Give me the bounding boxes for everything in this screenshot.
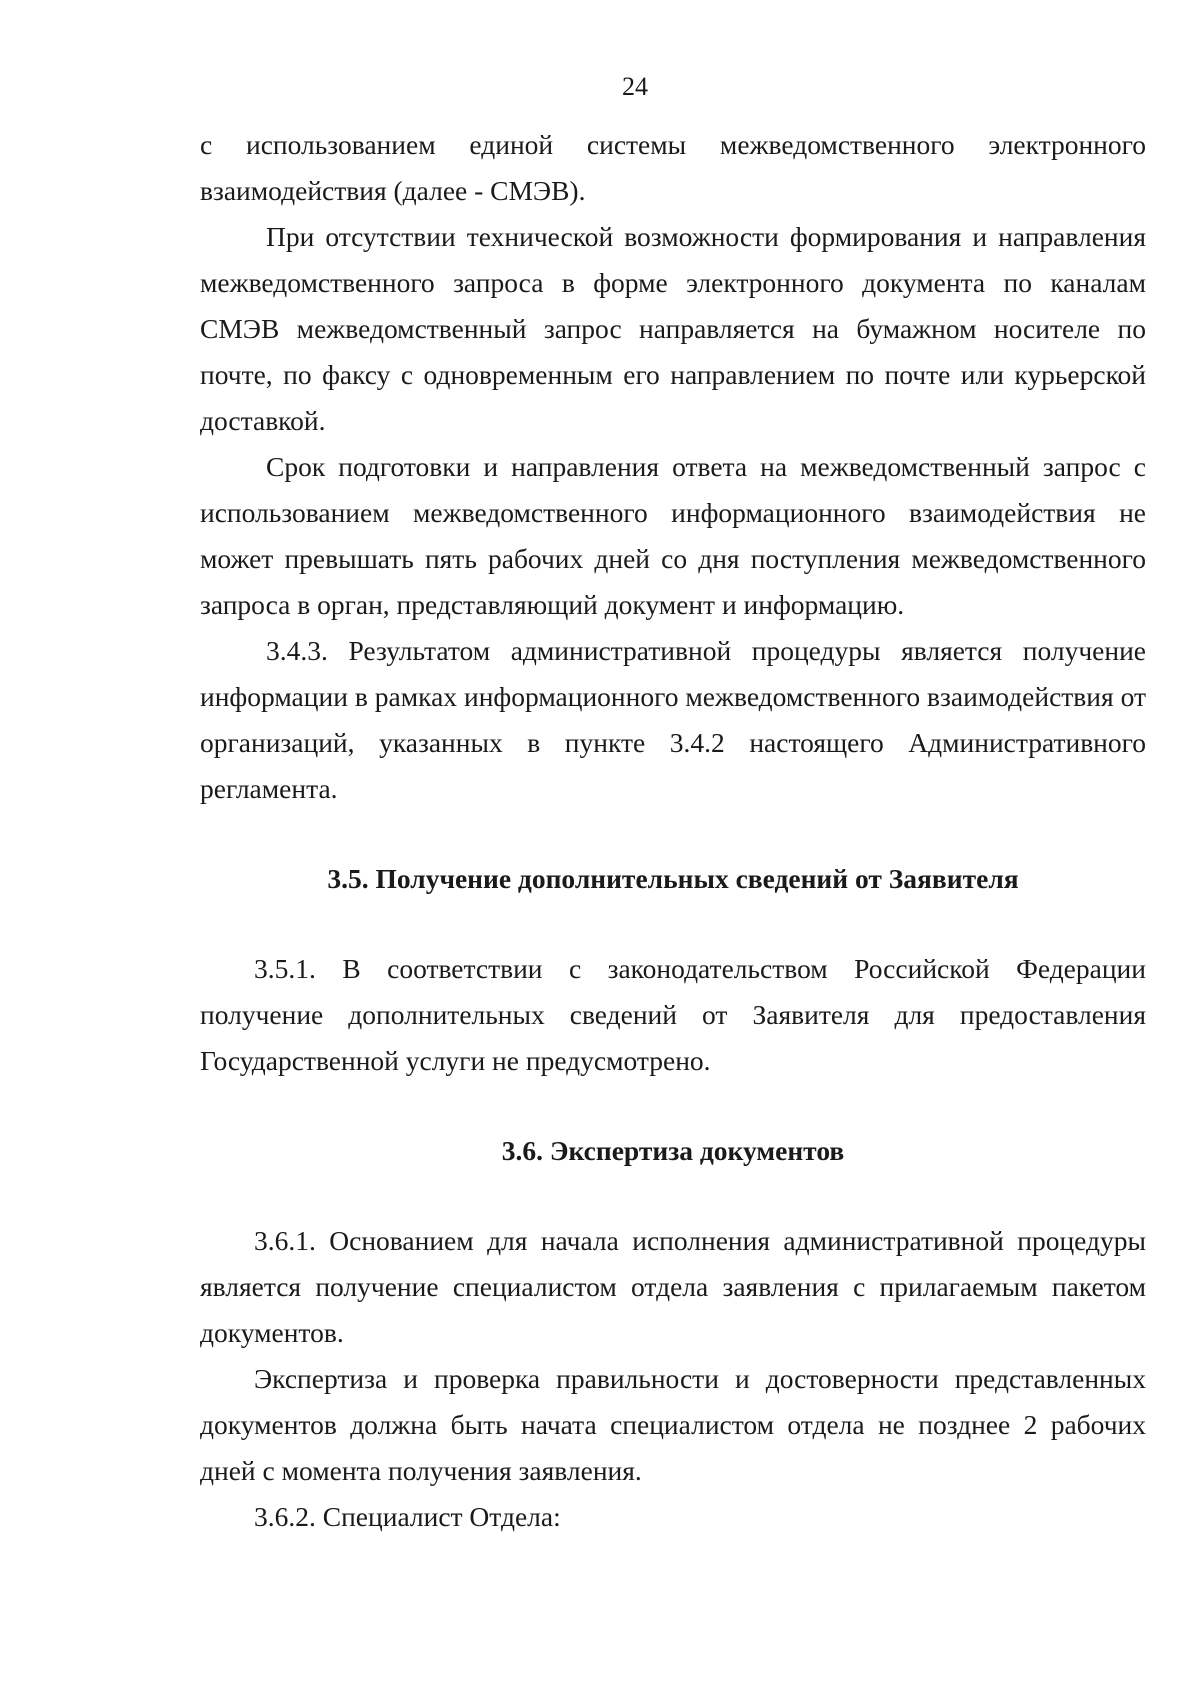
paragraph-3-4-3: 3.4.3. Результатом административной процедуры является получение информации в рамках информационного межведомственного взаимодействия от организаций, указанных в пункте 3.4.2 настоящего Административного регламента.: [200, 635, 1146, 804]
section-heading-3-6: 3.6. Экспертиза документов: [501, 1135, 845, 1166]
paragraph-3-5-1: 3.5.1. В соответствии с законодательством Российской Федерации получение дополнительных сведений от Заявителя для предоставления Государственной услуги не предусмотрено.: [200, 953, 1146, 1076]
section-heading-3-5: 3.5. Получение дополнительных сведений от Заявителя: [327, 863, 1019, 894]
paragraph-response-deadline: Срок подготовки и направления ответа на межведомственный запрос с использованием межведомственного информационного взаимодействия не может превышать пять рабочих дней со дня поступления межведомственного запроса в орган, представляющий документ и информацию.: [200, 451, 1146, 620]
document-body: [200, 122, 1146, 1540]
paragraph-no-technical-possibility: При отсутствии технической возможности формирования и направления межведомственного запроса в форме электронного документа по каналам СМЭВ межведомственный запрос направляется на бумажном носителе по почте, по факсу с одновременным его направлением по почте или курьерской доставкой.: [200, 221, 1146, 436]
page-number: 24: [622, 72, 648, 101]
paragraph-smev-continuation: с использованием единой системы межведомственного электронного взаимодействия (далее - СМЭВ).: [200, 129, 1146, 206]
paragraph-3-6-2: 3.6.2. Специалист Отдела:: [254, 1501, 561, 1532]
paragraph-expertise-start: Экспертиза и проверка правильности и достоверности представленных документов должна быть начата специалистом отдела не позднее 2 рабочих дней с момента получения заявления.: [200, 1363, 1146, 1486]
paragraph-3-6-1: 3.6.1. Основанием для начала исполнения административной процедуры является получение специалистом отдела заявления с прилагаемым пакетом документов.: [200, 1225, 1146, 1348]
